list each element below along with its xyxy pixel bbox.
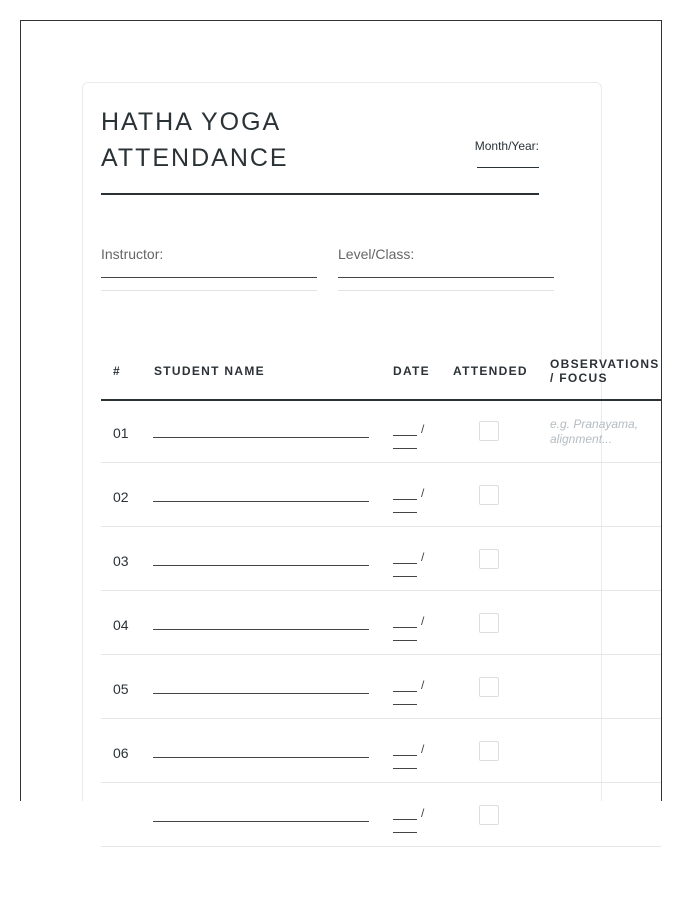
table-row (101, 655, 661, 719)
level-class-blank[interactable] (338, 277, 554, 278)
date-blank-day[interactable] (393, 627, 417, 628)
date-blank-day[interactable] (393, 819, 417, 820)
date-field[interactable] (393, 483, 433, 513)
student-name-blank[interactable] (153, 757, 369, 758)
date-separator: / (421, 550, 425, 564)
date-blank-day[interactable] (393, 435, 417, 436)
date-separator: / (421, 486, 425, 500)
table-row (101, 527, 661, 591)
date-blank-day[interactable] (393, 755, 417, 756)
student-name-blank[interactable] (153, 821, 369, 822)
level-class-field[interactable] (338, 246, 554, 291)
month-year-blank[interactable] (477, 167, 539, 168)
title-line-1: HATHA YOGA (101, 108, 282, 136)
title-line-2: ATTENDANCE (101, 144, 289, 172)
date-blank-day[interactable] (393, 499, 417, 500)
row-number: 04 (113, 617, 129, 633)
month-year-label: Month/Year: (474, 139, 539, 153)
date-field[interactable] (393, 739, 433, 769)
instructor-label: Instructor: (101, 246, 164, 262)
attended-checkbox[interactable] (479, 805, 499, 825)
col-observations-header-line-2: / FOCUS (550, 371, 608, 385)
date-separator: / (421, 742, 425, 756)
table-row (101, 783, 661, 847)
student-name-blank[interactable] (153, 629, 369, 630)
student-name-blank[interactable] (153, 437, 369, 438)
date-field[interactable] (393, 675, 433, 705)
date-blank-month[interactable] (393, 832, 417, 833)
date-blank-month[interactable] (393, 768, 417, 769)
table-body (101, 399, 661, 847)
col-number-header: # (113, 364, 121, 378)
row-number: 01 (113, 425, 129, 441)
date-separator: / (421, 614, 425, 628)
instructor-underline (101, 290, 317, 291)
date-separator: / (421, 678, 425, 692)
date-separator: / (421, 806, 425, 820)
attended-checkbox[interactable] (479, 549, 499, 569)
date-field[interactable] (393, 547, 433, 577)
header-divider (101, 193, 539, 195)
level-class-underline (338, 290, 554, 291)
table-row (101, 463, 661, 527)
date-blank-month[interactable] (393, 512, 417, 513)
attended-checkbox[interactable] (479, 741, 499, 761)
date-field[interactable] (393, 803, 433, 833)
table-header (101, 344, 661, 401)
row-number: 02 (113, 489, 129, 505)
student-name-blank[interactable] (153, 565, 369, 566)
instructor-blank[interactable] (101, 277, 317, 278)
date-separator: / (421, 422, 425, 436)
attended-checkbox[interactable] (479, 485, 499, 505)
instructor-field[interactable] (101, 246, 317, 291)
attended-checkbox[interactable] (479, 421, 499, 441)
date-blank-day[interactable] (393, 691, 417, 692)
observation-note[interactable]: e.g. Pranayama, alignment... (550, 417, 639, 446)
attended-checkbox[interactable] (479, 677, 499, 697)
row-number: 05 (113, 681, 129, 697)
col-date-header: DATE (393, 364, 430, 378)
date-field[interactable] (393, 419, 433, 449)
date-blank-day[interactable] (393, 563, 417, 564)
attended-checkbox[interactable] (479, 613, 499, 633)
table-row (101, 399, 661, 463)
col-student-header: STUDENT NAME (154, 364, 265, 378)
student-name-blank[interactable] (153, 693, 369, 694)
col-attended-header: ATTENDED (453, 364, 528, 378)
col-observations-header-line-1: OBSERVATIONS (550, 357, 660, 371)
level-class-label: Level/Class: (338, 246, 415, 262)
row-number: 06 (113, 745, 129, 761)
date-blank-month[interactable] (393, 640, 417, 641)
month-year-field[interactable] (471, 139, 539, 168)
table-row (101, 719, 661, 783)
student-name-blank[interactable] (153, 501, 369, 502)
row-number: 03 (113, 553, 129, 569)
date-blank-month[interactable] (393, 448, 417, 449)
col-observations-header (550, 357, 660, 385)
table-row (101, 591, 661, 655)
date-field[interactable] (393, 611, 433, 641)
date-blank-month[interactable] (393, 704, 417, 705)
page-title (101, 104, 289, 176)
date-blank-month[interactable] (393, 576, 417, 577)
